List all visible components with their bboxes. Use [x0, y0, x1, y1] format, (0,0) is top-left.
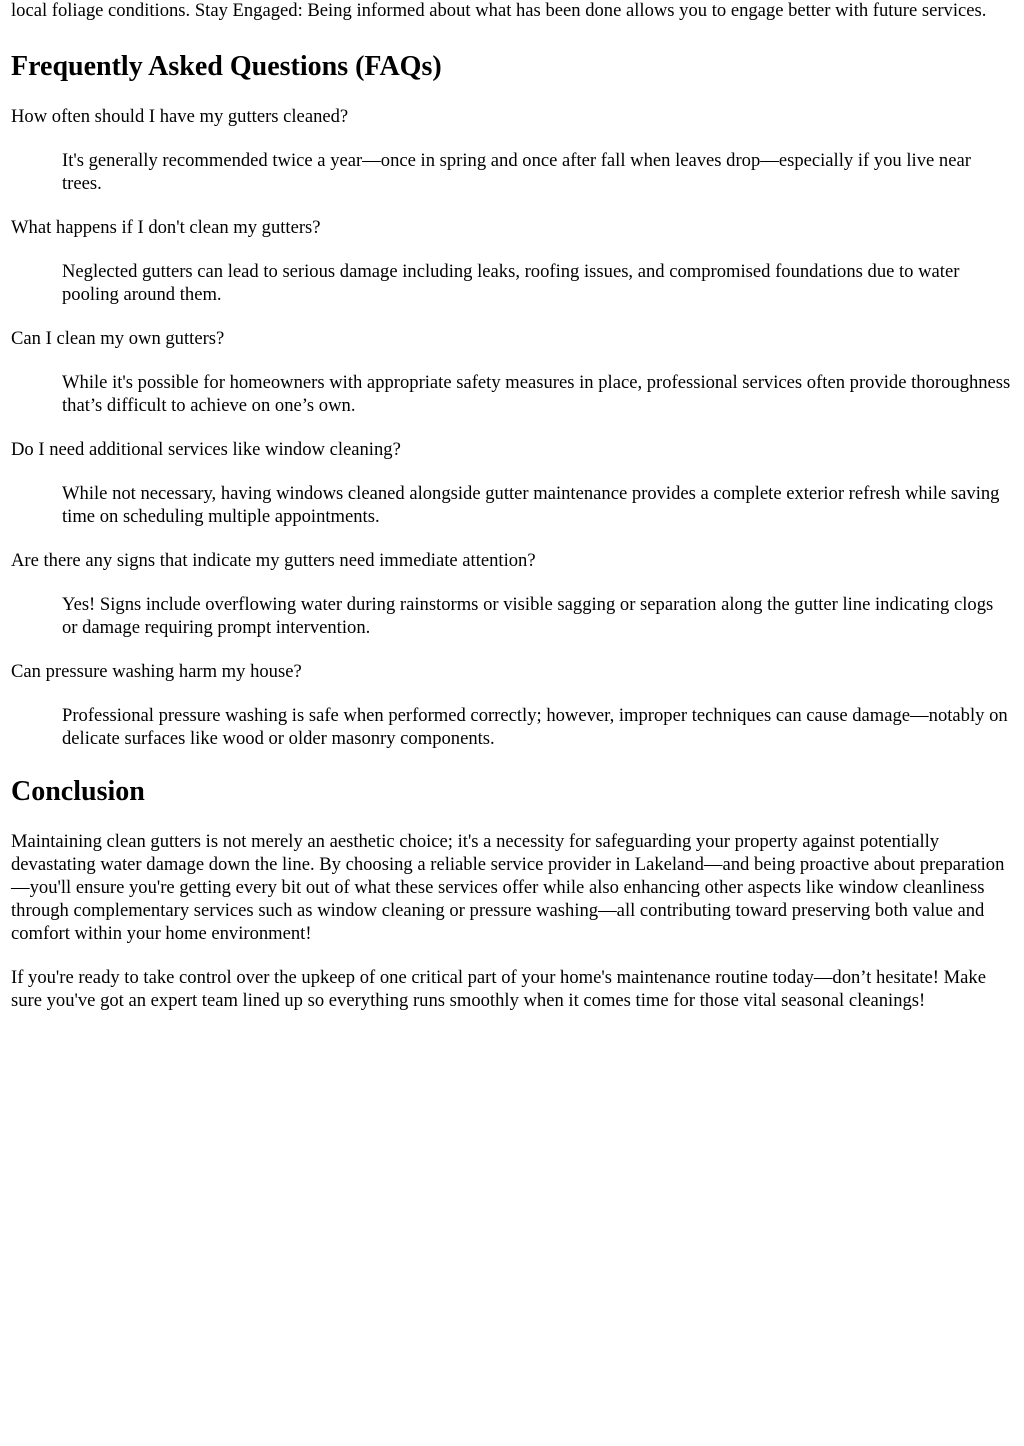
faq-answer: While it's possible for homeowners with appropriate safety measures in place, professional services often provide thoroughness that’s difficult to achieve on one’s own.	[62, 372, 1011, 416]
intro-paragraph: local foliage conditions. Stay Engaged: Being informed about what has been done allows you to engage better with future services.	[11, 0, 987, 21]
faq-answer: Neglected gutters can lead to serious damage including leaks, roofing issues, and compromised foundations due to water pooling around them.	[62, 261, 960, 305]
faq-question: Do I need additional services like window cleaning?	[11, 439, 401, 460]
conclusion-heading: Conclusion	[11, 776, 145, 807]
faq-answer: Professional pressure washing is safe when performed correctly; however, improper techniques can cause damage—notably on delicate surfaces like wood or older masonry components.	[62, 705, 1008, 749]
faq-question: Can I clean my own gutters?	[11, 328, 225, 349]
faq-question: What happens if I don't clean my gutters?	[11, 217, 321, 238]
faq-list	[11, 105, 1013, 750]
conclusion-paragraph: Maintaining clean gutters is not merely an aesthetic choice; it's a necessity for safeguarding your property against potentially devastating water damage down the line. By choosing a reliable service provider in Lakeland—and being proactive about preparation—you'll ensure you're getting every bit out of what these services offer while also enhancing other aspects like window cleanliness through complementary services such as window cleaning or pressure washing—all contributing toward preserving both value and comfort within your home environment!	[11, 831, 1005, 944]
faq-heading: Frequently Asked Questions (FAQs)	[11, 51, 442, 82]
faq-answer: It's generally recommended twice a year—once in spring and once after fall when leaves drop—especially if you live near trees.	[62, 150, 971, 194]
faq-question: Can pressure washing harm my house?	[11, 661, 302, 682]
conclusion-paragraph: If you're ready to take control over the upkeep of one critical part of your home's maintenance routine today—don’t hesitate! Make sure you've got an expert team lined up so everything runs smoothly when it comes time for those vital seasonal cleanings!	[11, 967, 986, 1011]
faq-question: How often should I have my gutters cleaned?	[11, 106, 349, 127]
faq-answer: While not necessary, having windows cleaned alongside gutter maintenance provides a complete exterior refresh while saving time on scheduling multiple appointments.	[62, 483, 1000, 527]
faq-answer: Yes! Signs include overflowing water during rainstorms or visible sagging or separation along the gutter line indicating clogs or damage requiring prompt intervention.	[62, 594, 994, 638]
faq-question: Are there any signs that indicate my gutters need immediate attention?	[11, 550, 536, 571]
